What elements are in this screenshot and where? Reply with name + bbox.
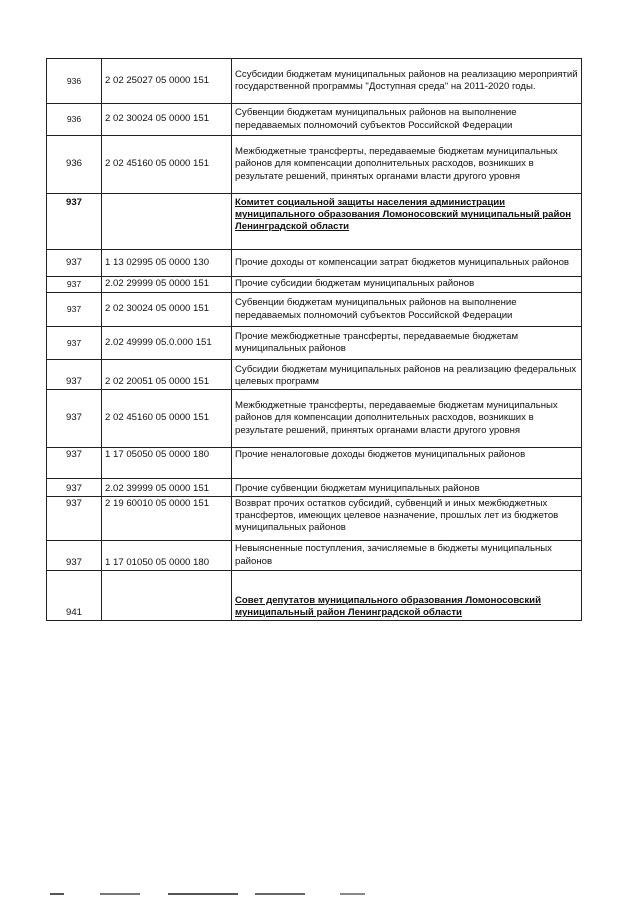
admin-code-cell: 936 bbox=[47, 136, 102, 194]
kbk-code-cell: 2 02 30024 05 0000 151 bbox=[102, 104, 232, 136]
table-row bbox=[47, 277, 582, 293]
revenue-description-cell: Межбюджетные трансферты, передаваемые бюджетам муниципальных районов для компенсации дополнительных расходов, возникших в результате решений, принятых органами власти другого уровня bbox=[232, 136, 582, 194]
admin-code-cell: 937 bbox=[47, 541, 102, 571]
admin-code-cell: 937 bbox=[47, 497, 102, 541]
table-row bbox=[47, 571, 582, 621]
revenue-description-cell: Прочие межбюджетные трансферты, передаваемые бюджетам муниципальных районов bbox=[232, 327, 582, 360]
table-row bbox=[47, 194, 582, 250]
admin-code-cell: 937 bbox=[47, 194, 102, 250]
table-row bbox=[47, 104, 582, 136]
revenue-codes-table bbox=[46, 58, 582, 621]
revenue-description-cell: Субвенции бюджетам муниципальных районов на выполнение передаваемых полномочий субъектов Российской Федерации bbox=[232, 104, 582, 136]
table-row bbox=[47, 497, 582, 541]
admin-code-cell: 937 bbox=[47, 250, 102, 277]
table-row bbox=[47, 250, 582, 277]
table-row bbox=[47, 541, 582, 571]
revenue-description-cell: Ссубсидии бюджетам муниципальных районов на реализацию мероприятий государственной программы "Доступная среда" на 2011-2020 годы. bbox=[232, 59, 582, 104]
kbk-code-cell: 2 02 20051 05 0000 151 bbox=[102, 360, 232, 390]
kbk-code-cell: 1 13 02995 05 0000 130 bbox=[102, 250, 232, 277]
organization-heading-cell: Комитет социальной защиты населения администрации муниципального образования Ломоносовский муниципальный район Ленинградской области bbox=[232, 194, 582, 250]
admin-code-cell: 937 bbox=[47, 448, 102, 479]
revenue-description-cell: Субсидии бюджетам муниципальных районов на реализацию федеральных целевых программ bbox=[232, 360, 582, 390]
table-row bbox=[47, 479, 582, 497]
kbk-code-cell: 2 19 60010 05 0000 151 bbox=[102, 497, 232, 541]
kbk-code-cell: 2 02 45160 05 0000 151 bbox=[102, 390, 232, 448]
admin-code-cell: 936 bbox=[47, 59, 102, 104]
kbk-code-cell bbox=[102, 571, 232, 621]
kbk-code-cell: 2 02 25027 05 0000 151 bbox=[102, 59, 232, 104]
kbk-code-cell bbox=[102, 194, 232, 250]
table-row bbox=[47, 59, 582, 104]
table-row bbox=[47, 327, 582, 360]
kbk-code-cell: 1 17 01050 05 0000 180 bbox=[102, 541, 232, 571]
revenue-description-cell: Возврат прочих остатков субсидий, субвенций и иных межбюджетных трансфертов, имеющих целевое назначение, прошлых лет из бюджетов муниципальных районов bbox=[232, 497, 582, 541]
table-row bbox=[47, 390, 582, 448]
revenue-description-cell: Невыясненные поступления, зачисляемые в бюджеты муниципальных районов bbox=[232, 541, 582, 571]
kbk-code-cell: 2.02 49999 05.0.000 151 bbox=[102, 327, 232, 360]
kbk-code-cell: 2.02 29999 05 0000 151 bbox=[102, 277, 232, 293]
revenue-description-cell: Субвенции бюджетам муниципальных районов на выполнение передаваемых полномочий субъектов Российской Федерации bbox=[232, 293, 582, 327]
kbk-code-cell: 1 17 05050 05 0000 180 bbox=[102, 448, 232, 479]
kbk-code-cell: 2 02 30024 05 0000 151 bbox=[102, 293, 232, 327]
revenue-description-cell: Прочие неналоговые доходы бюджетов муниципальных районов bbox=[232, 448, 582, 479]
admin-code-cell: 937 bbox=[47, 479, 102, 497]
revenue-description-cell: Прочие субсидии бюджетам муниципальных районов bbox=[232, 277, 582, 293]
admin-code-cell: 936 bbox=[47, 104, 102, 136]
revenue-description-cell: Прочие доходы от компенсации затрат бюджетов муниципальных районов bbox=[232, 250, 582, 277]
organization-heading-cell: Совет депутатов муниципального образования Ломоносовский муниципальный район Ленинградской области bbox=[232, 571, 582, 621]
admin-code-cell: 937 bbox=[47, 293, 102, 327]
table-row bbox=[47, 448, 582, 479]
admin-code-cell: 937 bbox=[47, 327, 102, 360]
table-row bbox=[47, 360, 582, 390]
kbk-code-cell: 2.02 39999 05 0000 151 bbox=[102, 479, 232, 497]
kbk-code-cell: 2 02 45160 05 0000 151 bbox=[102, 136, 232, 194]
scan-artifact-marks bbox=[40, 893, 400, 897]
admin-code-cell: 937 bbox=[47, 277, 102, 293]
table-row bbox=[47, 136, 582, 194]
table-row bbox=[47, 293, 582, 327]
admin-code-cell: 941 bbox=[47, 571, 102, 621]
admin-code-cell: 937 bbox=[47, 390, 102, 448]
admin-code-cell: 937 bbox=[47, 360, 102, 390]
revenue-description-cell: Межбюджетные трансферты, передаваемые бюджетам муниципальных районов для компенсации дополнительных расходов, возникших в результате решений, принятых органами власти другого уровня bbox=[232, 390, 582, 448]
revenue-description-cell: Прочие субвенции бюджетам муниципальных районов bbox=[232, 479, 582, 497]
